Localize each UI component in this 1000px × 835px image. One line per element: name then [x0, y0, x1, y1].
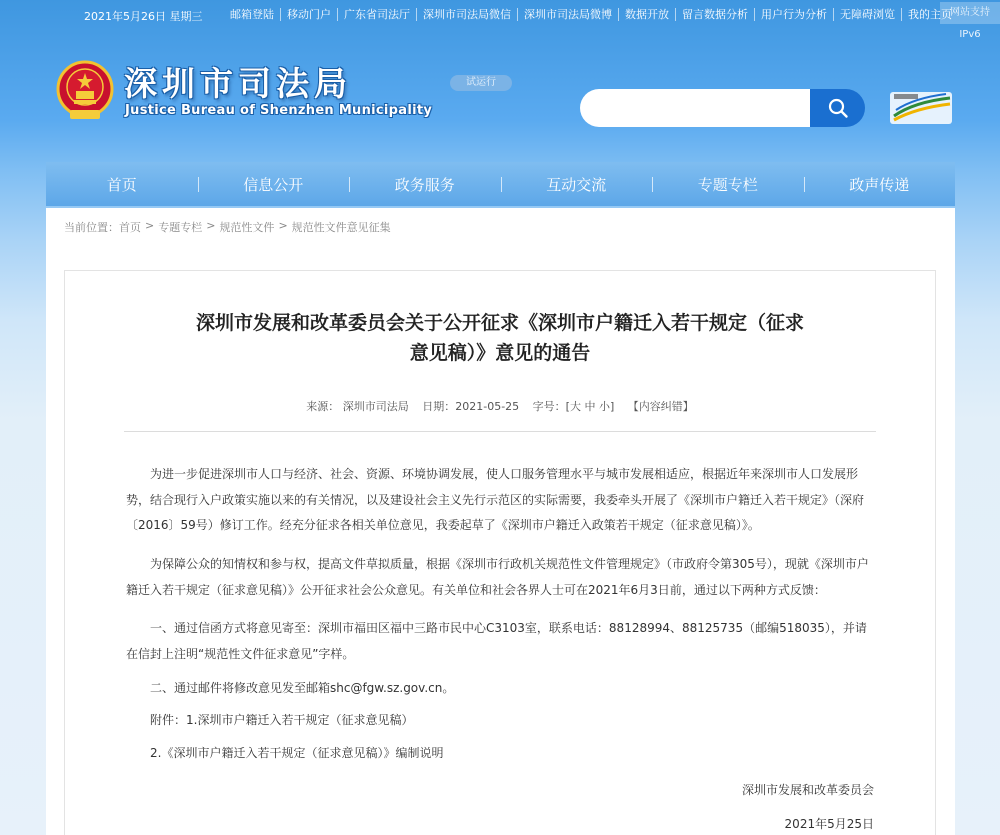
nav-gov-services[interactable]: 政务服务 — [349, 174, 501, 195]
trial-badge: 试运行 — [450, 75, 512, 91]
nav-news[interactable]: 政声传递 — [804, 174, 956, 195]
breadcrumb-home[interactable]: 当前位置：首页 — [64, 221, 141, 234]
article-meta — [124, 398, 876, 414]
article-sign-date: 2021年5月25日 — [784, 817, 874, 831]
search-button[interactable] — [810, 89, 865, 127]
link-message-analysis[interactable]: 留言数据分析 — [675, 8, 754, 21]
top-links — [224, 8, 958, 21]
link-mobile-portal[interactable]: 移动门户 — [280, 8, 337, 21]
link-my-homepage[interactable]: 我的主页 — [901, 8, 958, 21]
shenzhen-logo-icon — [886, 88, 956, 128]
search-input[interactable] — [580, 89, 812, 127]
article-title — [120, 308, 880, 368]
site-subtitle: Justice Bureau of Shenzhen Municipality — [125, 103, 433, 118]
national-emblem-icon — [56, 60, 114, 122]
article-signer: 深圳市发展和改革委员会 — [741, 783, 874, 797]
current-date: 2021年5月26日 星期三 — [84, 10, 203, 23]
article-title-line1: 深圳市发展和改革委员会关于公开征求《深圳市户籍迁入若干规定（征求 — [195, 312, 804, 334]
paragraph-4: 二、通过邮件将修改意见发至邮箱shc@fgw.sz.gov.cn。 — [150, 681, 455, 695]
article-date: 日期：2021-05-25 — [422, 400, 520, 413]
breadcrumb-consultation[interactable]: 规范性文件意见征集 — [291, 221, 391, 234]
nav-special-topics[interactable]: 专题专栏 — [652, 174, 804, 195]
breadcrumb-special[interactable]: 专题专栏 — [158, 221, 203, 234]
main-nav — [46, 162, 955, 206]
link-wechat[interactable]: 深圳市司法局微信 — [416, 8, 517, 21]
search-icon — [827, 97, 849, 119]
link-weibo[interactable]: 深圳市司法局微博 — [517, 8, 618, 21]
paragraph-2: 为保障公众的知情权和参与权，提高文件草拟质量，根据《深圳市行政机关规范性文件管理规定》（市政府令第305号），现就《深圳市户籍迁入若干规定（征求意见稿）》公开征求社会公众意见。有关单位和社会各界人士可在2021年6月3日前，通过以下两种方式反馈： — [126, 557, 869, 597]
paragraph-1: 为进一步促进深圳市人口与经济、社会、资源、环境协调发展，使人口服务管理水平与城市发展相适应，根据近年来深圳市人口发展形势，结合现行入户政策实施以来的有关情况，以及建设社会主义先行示范区的实际需要，我委牵头开展了《深圳市户籍迁入若干规定》（深府〔2016〕59号）修订工作。经充分征求各相关单位意见，我委起草了《深圳市户籍迁入政策若干规定（征求意见稿）》。 — [126, 467, 865, 532]
breadcrumb: 当前位置：首页 > 专题专栏 > 规范性文件 > 规范性文件意见征集 — [64, 219, 391, 234]
nav-interaction[interactable]: 互动交流 — [501, 174, 653, 195]
nav-home[interactable]: 首页 — [106, 175, 137, 194]
site-title: 深圳市司法局 — [124, 64, 352, 103]
link-user-behavior[interactable]: 用户行为分析 — [754, 8, 833, 21]
article-source: 来源： 深圳市司法局 — [306, 400, 409, 413]
font-size-control[interactable]: 字号：[大 中 小] — [532, 400, 615, 413]
meta-divider — [124, 431, 876, 432]
paragraph-3: 一、通过信函方式将意见寄至：深圳市福田区福中三路市民中心C3103室，联系电话：88128994、88125735（邮编518035），并请在信封上注明“规范性文件征求意见”字样。 — [126, 621, 867, 661]
link-email-login[interactable]: 邮箱登陆 — [230, 8, 274, 21]
attachment-1[interactable]: 附件：1.深圳市户籍迁入若干规定（征求意见稿） — [150, 713, 414, 727]
ipv6-badge: 网站支持IPv6 — [940, 2, 1000, 24]
top-utility-bar — [0, 0, 1000, 40]
link-accessibility[interactable]: 无障碍浏览 — [833, 8, 901, 21]
article-title-line2: 意见稿）》意见的通告 — [409, 342, 591, 364]
attachment-2[interactable]: 2.《深圳市户籍迁入若干规定（征求意见稿）》编制说明 — [150, 746, 444, 760]
link-gd-justice[interactable]: 广东省司法厅 — [337, 8, 416, 21]
link-open-data[interactable]: 数据开放 — [618, 8, 675, 21]
content-correction-link[interactable]: 【内容纠错】 — [627, 400, 694, 413]
nav-info-disclosure[interactable]: 信息公开 — [198, 174, 350, 195]
breadcrumb-normative[interactable]: 规范性文件 — [219, 221, 275, 234]
